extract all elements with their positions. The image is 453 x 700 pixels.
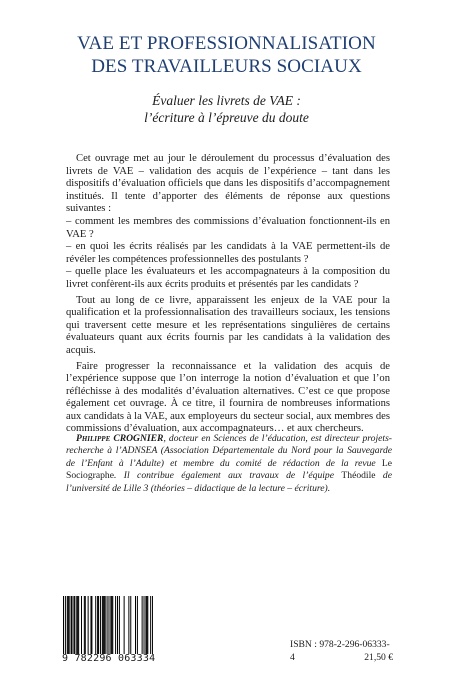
barcode-bar: [63, 596, 64, 654]
author-bio-part-1: , docteur en Sciences de l’éducation, est directeur projets-recherche à l’ADNSEA (Association Départementale du Nord pour la Sauvegarde de l’Enfant à l’Adulte) et membre du comité de rédaction de la revue: [66, 433, 392, 469]
barcode-bar: [88, 596, 89, 654]
barcode-digits: 9 782296 063334: [62, 653, 156, 664]
barcode-bar: [76, 596, 77, 654]
title-line-1: VAE ET PROFESSIONNALISATION: [77, 33, 376, 54]
barcode-bar: [102, 596, 103, 654]
price: 21,50 €: [364, 652, 393, 663]
barcode-bar: [137, 596, 138, 654]
question-1: – comment les membres des commissions d’évaluation fonctionnent-ils en VAE ?: [66, 215, 390, 240]
barcode-bar: [103, 596, 104, 654]
barcode-bar: [150, 596, 151, 654]
paragraph-intro: Cet ouvrage met au jour le déroulement du processus d’évaluation des livrets de VAE – validation des acquis de l’expérience – tant dans les dispositifs d’évaluation officiels que dans les dispositifs d’accompagnement institués. Il tente d’apporter des éléments de réponse aux questions suivantes :: [66, 153, 390, 215]
author-bio: [66, 433, 392, 495]
barcode-bar: [135, 596, 136, 654]
barcode-bar: [73, 596, 74, 654]
barcode-bar: [124, 596, 125, 654]
book-subtitle: [0, 92, 453, 126]
barcode-bar: [130, 596, 131, 654]
barcode-bar: [85, 596, 86, 654]
barcode-bar: [147, 596, 148, 654]
subtitle-line-1: Évaluer les livrets de VAE :: [152, 93, 301, 108]
barcode-bar: [119, 596, 120, 654]
barcode-bar: [74, 596, 75, 654]
question-2: – en quoi les écrits réalisés par les candidats à la VAE permettent-ils de révéler les compétences professionnelles des postulants ?: [66, 241, 390, 265]
author-bio-part-2: . Il contribue également aux travaux de l’équipe: [113, 470, 342, 482]
isbn: ISBN : 978-2-296-06333-4: [290, 639, 390, 663]
barcode-bar: [67, 596, 68, 654]
paragraph-stakes: Tout au long de ce livre, apparaissent les enjeux de la VAE pour la qualification et la professionnalisation des travailleurs sociaux, les tensions qui traversent cette mesure et les représentations singulières de certains évaluateurs quant aux écrits fournis par les candidats à la validation des acquis.: [66, 294, 390, 356]
book-title: [0, 32, 453, 78]
barcode-bar: [65, 596, 66, 654]
barcode-bar: [111, 596, 112, 654]
barcode-bar: [68, 596, 69, 654]
author-name: Philippe CROGNIER: [76, 433, 164, 444]
barcode-bar: [78, 596, 79, 654]
barcode: [63, 596, 153, 654]
barcode-bar: [77, 596, 78, 654]
barcode-bar: [91, 596, 92, 654]
barcode-bar: [90, 596, 91, 654]
barcode-bar: [107, 596, 108, 654]
barcode-bar: [81, 596, 82, 654]
barcode-bar: [105, 596, 106, 654]
barcode-bar: [97, 596, 98, 654]
barcode-bar: [104, 596, 105, 654]
barcode-bar: [72, 596, 73, 654]
barcode-bar: [145, 596, 146, 654]
team-name: Théodile: [341, 470, 376, 482]
barcode-bar: [128, 596, 129, 654]
barcode-bar: [71, 596, 72, 654]
journal-name: Le Sociographe: [66, 457, 392, 482]
barcode-bar: [98, 596, 99, 654]
barcode-bar: [146, 596, 147, 654]
title-line-2: DES TRAVAILLEURS SOCIAUX: [91, 56, 362, 77]
barcode-bar: [69, 596, 70, 654]
barcode-bar: [152, 596, 153, 654]
barcode-bar: [108, 596, 109, 654]
barcode-bar: [142, 596, 143, 654]
paragraph-conclusion: Faire progresser la reconnaissance et la validation des acquis de l’expérience suppose que l’on interroge la notion d’évaluation et que l’on réfléchisse à des modalités d’évaluation alternatives. C’est ce que propose également cet ouvrage. À ce titre, il fournira de nombreuses informations aux candidats à la VAE, aux employeurs du secteur social, aux membres des commissions d’évaluation, aux accompagnateurs… et aux chercheurs.: [66, 360, 390, 435]
question-3: – quelle place les évaluateurs et les accompagnateurs à la composition du livret confèrent-ils aux écrits produits et présentés par les candidats ?: [66, 266, 390, 290]
subtitle-line-2: l’écriture à l’épreuve du doute: [144, 110, 309, 125]
barcode-bar: [112, 596, 113, 654]
barcode-bar: [117, 596, 118, 654]
author-bio-part-3: de l’université de Lille 3 (théories – didactique de la lecture – écriture).: [66, 470, 392, 494]
barcode-bar: [95, 596, 96, 654]
barcode-bar: [100, 596, 101, 654]
barcode-bar: [110, 596, 111, 654]
barcode-bar: [144, 596, 145, 654]
barcode-bar: [84, 596, 85, 654]
blurb: [66, 153, 390, 436]
barcode-bar: [115, 596, 116, 654]
